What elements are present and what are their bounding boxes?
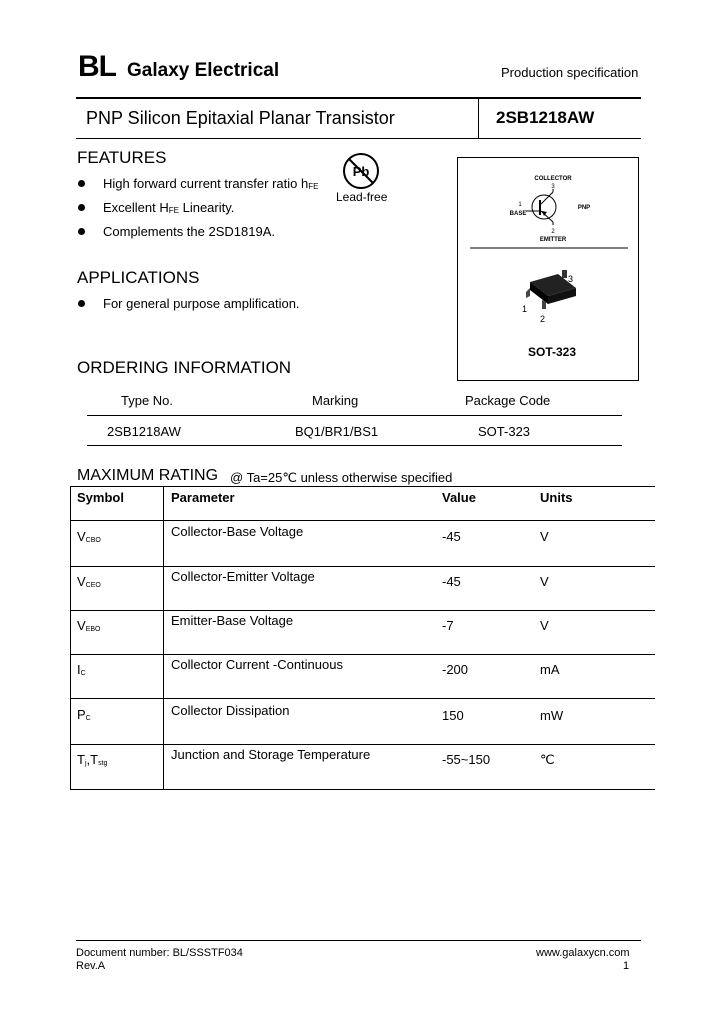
base-label: BASE [509,211,527,217]
feature-text: High forward current transfer ratio h [103,176,309,191]
table-rule [70,654,655,655]
pin2-label: 2 [551,229,555,235]
brand-name: Galaxy Electrical [127,60,280,81]
page-number: 1 [623,960,630,972]
pin3-label: 3 [551,184,555,190]
table-row-value: -7 [442,618,454,633]
table-row-symbol: $V_{EBO}$ [77,618,101,633]
table-row-parameter: Emitter-Base Voltage [171,613,294,628]
table-row-unit: ℃ [540,752,555,767]
package-pin3-label: 3 [568,274,574,284]
type-label: PNP [577,205,591,211]
table-row-value: -200 [442,662,469,677]
bullet-icon [78,180,85,187]
table-rule [70,698,655,699]
footer-rule [76,940,641,941]
lead-free-icon [340,150,382,192]
feature-item [78,224,275,239]
ordering-package-value: SOT-323 [478,424,531,439]
table-rule [70,789,655,790]
table-row-parameter: Collector Current -Continuous [171,657,343,672]
feature-text: Complements the 2SD1819A. [103,224,275,239]
table-row-unit: V [540,529,549,544]
table-rule [70,486,655,487]
table-row-unit: mW [540,708,564,723]
doc-type: Production specification [501,65,639,80]
bullet-icon [78,228,85,235]
document-number: Document number: BL/SSSTF034 [76,947,243,959]
ordering-rule [87,445,622,446]
table-rule [70,520,655,521]
bullet-icon [78,300,85,307]
ordering-col-package: Package Code [465,393,551,408]
table-row-symbol: $P_C$ [77,707,91,722]
ordering-rule [87,415,622,416]
header-rule-bottom [76,138,641,139]
title-divider [478,99,479,139]
part-number: 2SB1218AW [496,108,595,127]
table-row-parameter: Collector-Base Voltage [171,524,304,539]
ordering-heading: ORDERING INFORMATION [77,358,292,377]
bullet-icon [78,204,85,211]
ordering-marking-value: BQ1/BR1/BS1 [295,424,379,439]
brand-logo-bl: BL [78,50,116,83]
feature-item [78,200,234,215]
revision: Rev.A [76,960,106,972]
table-row-symbol: $V_{CBO}$ [77,529,101,544]
table-row-unit: V [540,618,549,633]
transistor-schematic-icon [458,158,638,253]
package-pin1-label: 1 [522,304,528,314]
table-row-value: -45 [442,574,461,589]
table-row-unit: V [540,574,549,589]
pin1-label: 1 [518,202,522,208]
ordering-type-value: 2SB1218AW [107,424,181,439]
table-row-symbol: $I_C$ [77,662,86,677]
feature-after: Linearity. [178,200,235,215]
table-row-symbol: $V_{CEO}$ [77,574,101,589]
website-link[interactable]: www.galaxycn.com [536,947,630,959]
ordering-col-marking: Marking [312,393,359,408]
col-parameter-header: Parameter [171,490,235,505]
table-row-parameter: Collector Dissipation [171,703,290,718]
table-row-parameter: Junction and Storage Temperature [171,747,371,762]
table-row-value: -55~150 [442,752,491,767]
table-row-value: 150 [442,708,464,723]
col-units-header: Units [540,490,573,505]
package-pin2-label: 2 [540,314,546,324]
feature-sub: FE [308,182,319,191]
package-name: SOT-323 [528,345,577,359]
table-row-symbol: $T_j,T_{stg}$ [77,752,108,767]
table-rule [70,610,655,611]
ordering-col-type: Type No. [121,393,174,408]
applications-heading: APPLICATIONS [77,268,200,287]
table-rule [70,744,655,745]
col-value-header: Value [442,490,476,505]
page-title: PNP Silicon Epitaxial Planar Transistor [86,108,395,128]
collector-label: COLLECTOR [534,176,572,182]
application-item [78,296,300,311]
table-row-value: -45 [442,529,461,544]
table-row-unit: mA [540,662,560,677]
features-heading: FEATURES [77,148,167,167]
feature-sub: FE [168,206,179,215]
max-rating-heading: MAXIMUM RATING [77,467,219,484]
sot323-package-icon [500,262,600,330]
lead-free-label: Lead-free [336,190,388,204]
feature-text: Excellent H [103,200,169,215]
lead-free-symbol: Pb [352,164,370,179]
emitter-label: EMITTER [539,237,567,243]
header-rule-top [76,97,641,99]
application-text: For general purpose amplification. [103,296,300,311]
table-row-parameter: Collector-Emitter Voltage [171,569,315,584]
max-rating-condition: @ Ta=25℃ unless otherwise specified [230,470,453,485]
table-rule [70,566,655,567]
feature-item [78,176,318,191]
col-symbol-header: Symbol [77,490,124,505]
